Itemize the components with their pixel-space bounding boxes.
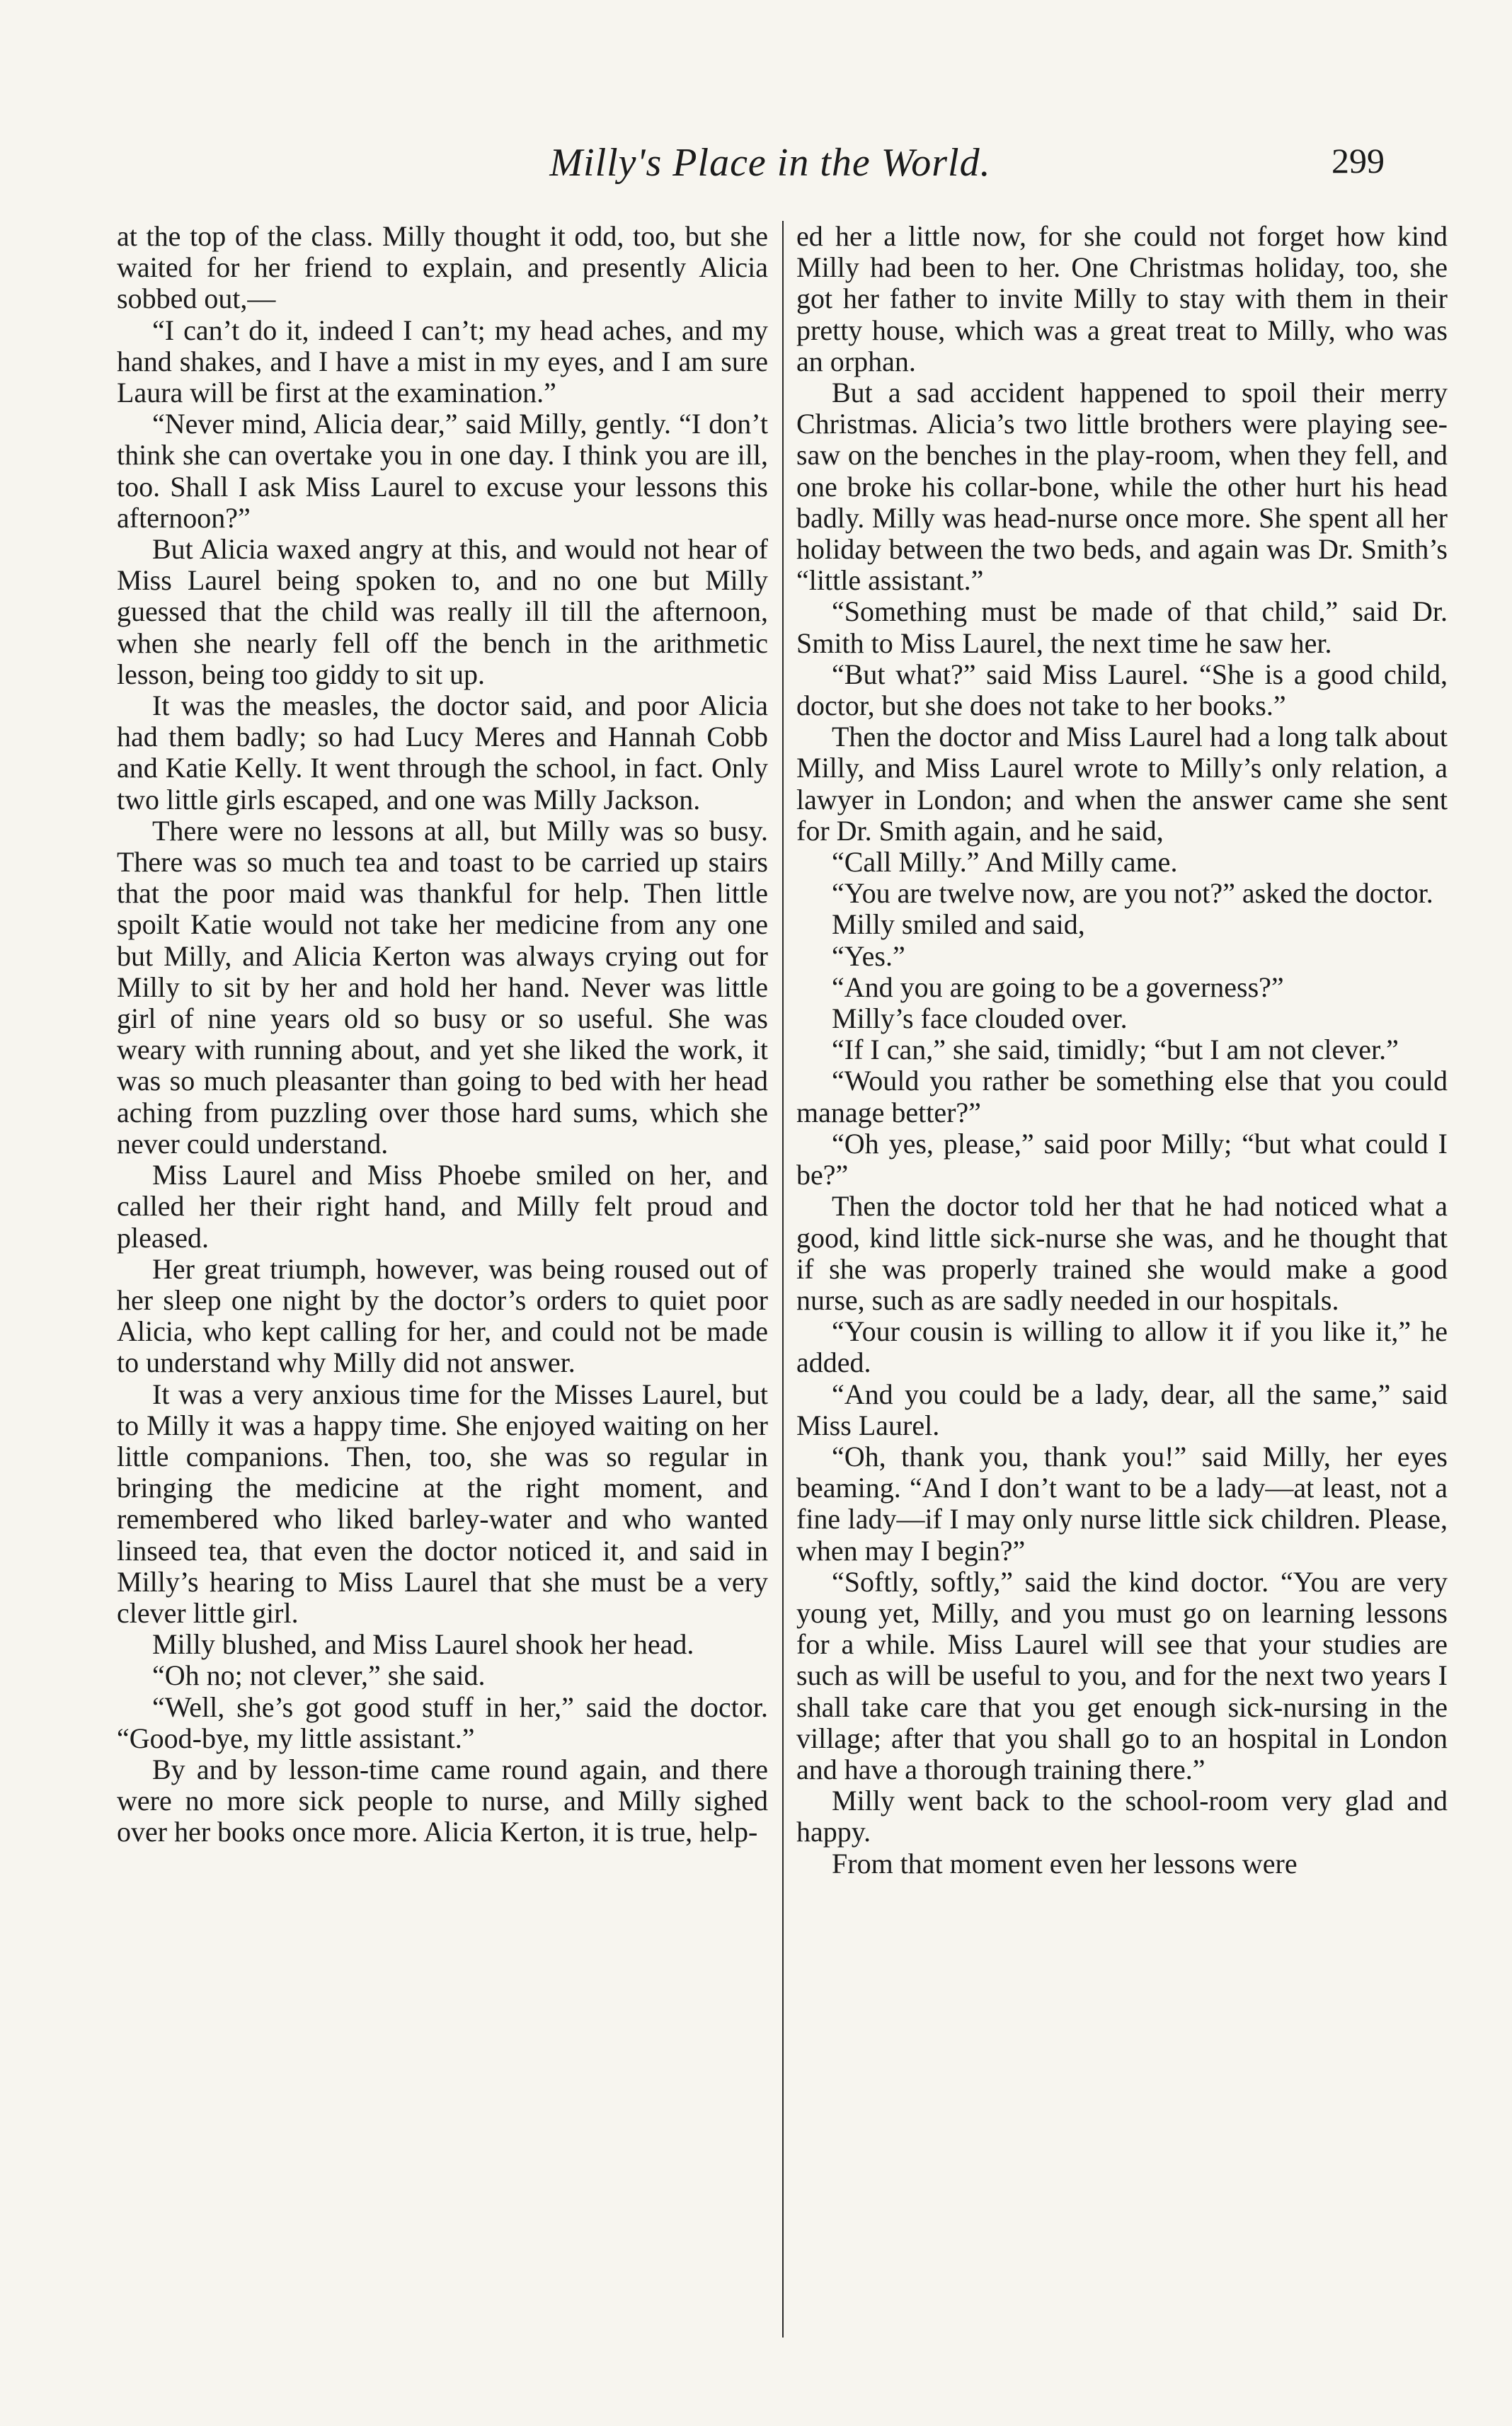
left-column — [117, 221, 768, 1848]
paragraph: “Never mind, Alicia dear,” said Milly, gently. “I don’t think she can overtake you in one day. I think you are ill, too. Shall I ask Miss Laurel to excuse your lessons this afternoon?” — [117, 408, 768, 534]
paragraph: “Well, she’s got good stuff in her,” said the doctor. “Good-bye, my little assistant.” — [117, 1690, 768, 1754]
paragraph: It was the measles, the doctor said, and poor Alicia had them badly; so had Lucy Meres and Hannah Cobb and Katie Kelly. It went through the school, in fact. Only two little girls escaped, and one was Milly Jackson. — [117, 690, 768, 816]
text-columns — [117, 221, 1448, 2366]
paragraph: Then the doctor told her that he had noticed what a good, kind little sick-nurse she was, and he thought that if she was properly trained she would make a good nurse, such as are sadly needed in our hospitals. — [796, 1190, 1448, 1316]
paragraph: It was a very anxious time for the Misses Laurel, but to Milly it was a happy time. She enjoyed waiting on her little companions. Then, too, she was so regular in bringing the medicine at the right moment, and remembered who liked barley-water and who wanted linseed tea, that even the doctor noticed it, and said in Milly’s hearing to Miss Laurel that she must be a very clever little girl. — [117, 1378, 768, 1629]
paragraph: “I can’t do it, indeed I can’t; my head aches, and my hand shakes, and I have a mist in my eyes, and I am sure Laura will be first at the examination.” — [117, 314, 768, 409]
paragraph: “Call Milly.” And Milly came. — [832, 846, 1178, 879]
column-divider — [782, 221, 784, 2338]
paragraph: “Oh, thank you, thank you!” said Milly, her eyes beaming. “And I don’t want to be a lady—at least, not a fine lady—if I may only nurse little sick children. Please, when may I begin?” — [796, 1440, 1448, 1567]
paragraph: Milly blushed, and Miss Laurel shook her head. — [152, 1628, 694, 1661]
paragraph: Milly’s face clouded over. — [832, 1002, 1128, 1035]
paragraph: “Softly, softly,” said the kind doctor. “You are very young yet, Milly, and you must go on learning lessons for a while. Miss Laurel will see that your studies are such as will be useful to you, and for the next two years I shall take care that you get enough sick-nursing in the village; after that you shall go to an hospital in London and have a thorough training there.” — [796, 1565, 1448, 1785]
paragraph: “If I can,” she said, timidly; “but I am not clever.” — [832, 1034, 1399, 1066]
paragraph: But a sad accident happened to spoil their merry Christmas. Alicia’s two little brothers were playing see-saw on the benches in the play-room, when they fell, and one broke his collar-bone, while the other hurt his head badly. Milly was head-nurse once more. She spent all her holiday between the two beds, and again was Dr. Smith’s “little assistant.” — [796, 377, 1448, 597]
paragraph: ed her a little now, for she could not forget how kind Milly had been to her. One Christmas holiday, too, she got her father to invite Milly to stay with them in their pretty house, which was a great treat to Milly, who was an orphan. — [796, 220, 1448, 377]
paragraph: “And you are going to be a governess?” — [832, 971, 1284, 1003]
paragraph: From that moment even her lessons were — [832, 1847, 1298, 1879]
paragraph: Milly went back to the school-room very glad and happy. — [796, 1785, 1448, 1848]
paragraph: “Your cousin is willing to allow it if you like it,” he added. — [796, 1315, 1448, 1379]
paragraph: Miss Laurel and Miss Phoebe smiled on her, and called her their right hand, and Milly felt proud and pleased. — [117, 1159, 768, 1254]
page-title: Milly's Place in the World. — [549, 141, 991, 185]
paragraph: Milly smiled and said, — [832, 908, 1085, 941]
paragraph: “Yes.” — [832, 939, 905, 972]
paragraph: There were no lessons at all, but Milly was so busy. There was so much tea and toast to be carried up stairs that the poor maid was thankful for help. Then little spoilt Katie would not take her medicine from any one but Milly, and Alicia Kerton was always crying out for Milly to sit by her and hold her hand. Never was little girl of nine years old so busy or so useful. She was weary with running about, and yet she liked the work, it was so much pleasanter than going to bed with her head aching from puzzling over those hard sums, which she never could understand. — [117, 814, 768, 1160]
paragraph: “But what?” said Miss Laurel. “She is a good child, doctor, but she does not take to her books.” — [796, 658, 1448, 722]
paragraph: “Would you rather be something else that you could manage better?” — [796, 1065, 1448, 1128]
paragraph: Then the doctor and Miss Laurel had a long talk about Milly, and Miss Laurel wrote to Milly’s only relation, a lawyer in London; and when the answer came she sent for Dr. Smith again, and he said, — [796, 721, 1448, 847]
paragraph: “You are twelve now, are you not?” asked the doctor. — [832, 877, 1433, 910]
paragraph: But Alicia waxed angry at this, and would not hear of Miss Laurel being spoken to, and no one but Milly guessed that the child was really ill till the afternoon, when she nearly fell off the bench in the arithmetic lesson, being too giddy to sit up. — [117, 533, 768, 690]
running-head — [106, 140, 1434, 190]
paragraph: “Oh no; not clever,” she said. — [152, 1659, 486, 1692]
paragraph: “Oh yes, please,” said poor Milly; “but what could I be?” — [796, 1127, 1448, 1191]
paragraph: “And you could be a lady, dear, all the same,” said Miss Laurel. — [796, 1378, 1448, 1441]
right-column — [796, 221, 1448, 1879]
paragraph: Her great triumph, however, was being roused out of her sleep one night by the doctor’s orders to quiet poor Alicia, who kept calling for her, and could not be made to understand why Milly did not answer. — [117, 1252, 768, 1379]
page-number: 299 — [1331, 141, 1385, 181]
paragraph: By and by lesson-time came round again, and there were no more sick people to nurse, and Milly sighed over her books once more. Alicia Kerton, it is true, help- — [117, 1753, 768, 1848]
paragraph: “Something must be made of that child,” said Dr. Smith to Miss Laurel, the next time he saw her. — [796, 595, 1448, 659]
paragraph: at the top of the class. Milly thought it odd, too, but she waited for her friend to explain, and presently Alicia sobbed out,— — [117, 220, 768, 315]
